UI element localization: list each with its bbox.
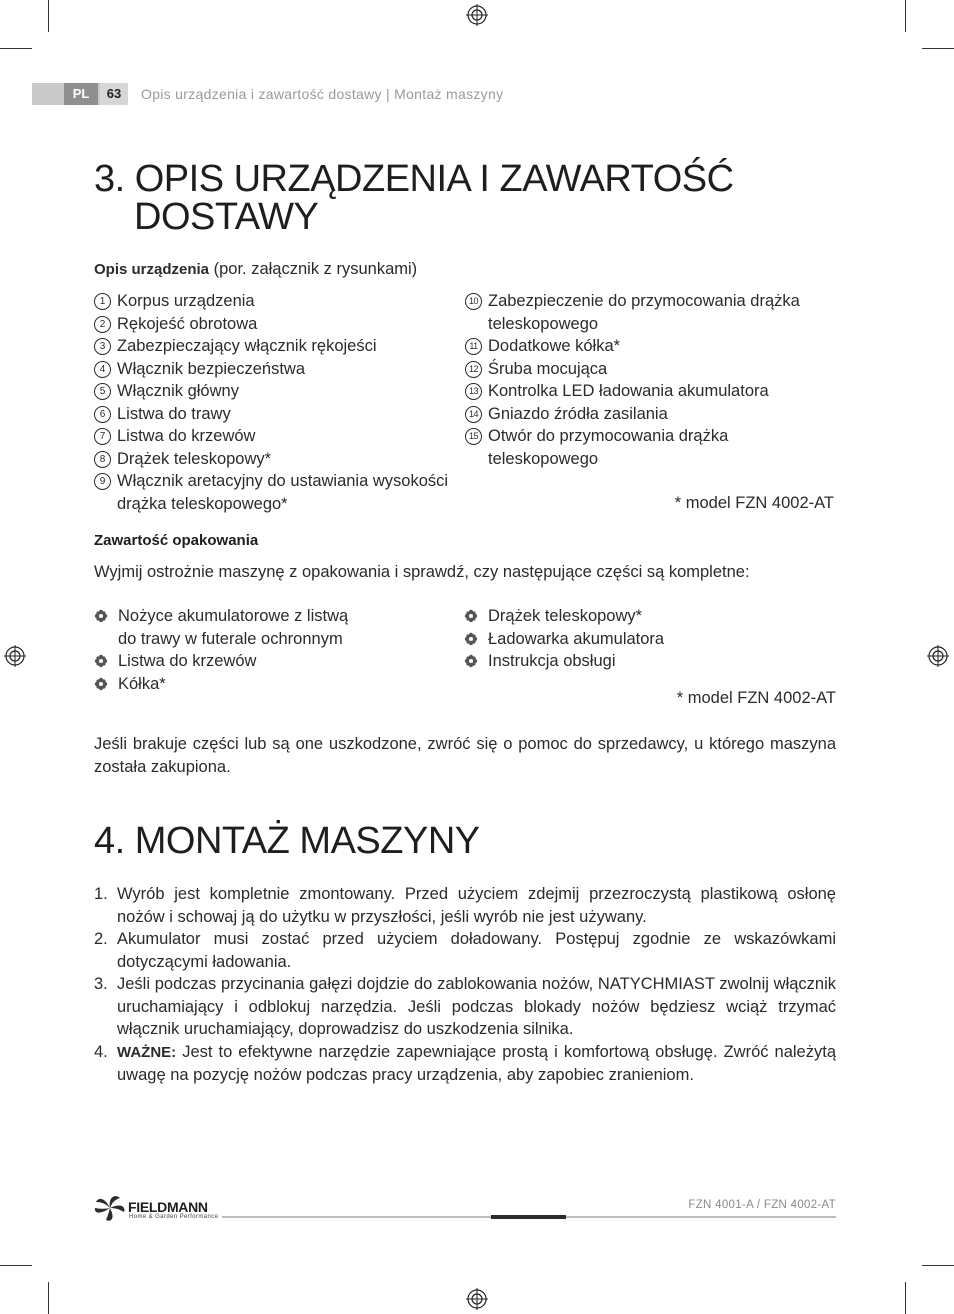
number-circle-icon: 14	[465, 406, 482, 423]
part-label: Otwór do przymocowania drążka teleskopowego	[488, 427, 729, 468]
flower-bullet-icon	[464, 654, 478, 668]
part-label: Włącznik główny	[117, 382, 239, 400]
crop-mark	[922, 48, 954, 49]
number-circle-icon: 12	[465, 361, 482, 378]
number-circle-icon: 10	[465, 293, 482, 310]
contents-item-label: Kółka*	[118, 674, 166, 693]
assembly-steps	[94, 883, 836, 1087]
part-label: Włącznik aretacyjny do ustawiania wysokości drążka teleskopowego*	[117, 472, 449, 513]
crop-mark	[0, 48, 32, 49]
number-circle-icon: 2	[94, 316, 111, 333]
number-circle-icon: 4	[94, 361, 111, 378]
list-item	[94, 290, 466, 313]
device-description-label: Opis urządzenia	[94, 261, 210, 278]
list-item	[465, 425, 815, 470]
parts-list-right	[465, 290, 815, 470]
list-item	[464, 605, 764, 628]
step-text: Jeśli podczas przycinania gałęzi dojdzie do zablokowania nożów, NATYCHMIAST zwolnij włącznik uruchamiający i odblokuj narzędzia. Jeśli podczas blokady nożów będziesz wciąż trzymać włącznik uruchamiający, doprowadzisz do uszkodzenia silnika.	[117, 975, 836, 1038]
device-description-caption	[94, 258, 417, 282]
parts-list-left	[94, 290, 466, 515]
number-circle-icon: 3	[94, 338, 111, 355]
step-text: Wyrób jest kompletnie zmontowany. Przed użyciem zdejmij przezroczystą plastikową osłonę nożów i schowaj ją do użytku w przyszłości, jeśli wyrób nie jest używany.	[117, 885, 836, 926]
package-contents-intro: Wyjmij ostrożnie maszynę z opakowania i sprawdź, czy następujące części są kompletne:	[94, 563, 750, 581]
number-circle-icon: 9	[94, 473, 111, 490]
list-item	[94, 1041, 836, 1087]
part-label: Śruba mocująca	[488, 359, 608, 378]
flower-bullet-icon	[94, 654, 108, 668]
number-circle-icon: 15	[465, 428, 482, 445]
number-circle-icon: 1	[94, 293, 111, 310]
footer-model-number: FZN 4001-A / FZN 4002-AT	[688, 1199, 836, 1211]
registration-mark-icon	[4, 645, 26, 667]
list-item	[94, 928, 836, 973]
list-item	[94, 973, 836, 1041]
fieldmann-logo-icon	[94, 1194, 126, 1222]
flower-bullet-icon	[94, 609, 108, 623]
flower-bullet-icon	[464, 632, 478, 646]
step-number: 1.	[94, 885, 108, 903]
list-item	[465, 290, 815, 335]
part-label: Zabezpieczający włącznik rękojeści	[117, 337, 377, 355]
list-item	[464, 650, 764, 673]
contents-list-left	[94, 605, 394, 695]
list-item	[94, 425, 466, 448]
list-item	[94, 448, 466, 471]
number-circle-icon: 8	[94, 451, 111, 468]
list-item	[94, 313, 466, 336]
list-item	[465, 380, 815, 403]
flower-bullet-icon	[94, 677, 108, 691]
model-footnote: * model FZN 4002-AT	[676, 689, 836, 707]
list-item	[94, 358, 466, 381]
list-item	[464, 628, 764, 651]
part-label: Włącznik bezpieczeństwa	[117, 359, 305, 378]
part-label: Kontrolka LED ładowania akumulatora	[488, 382, 769, 400]
section-3-heading-line2: DOSTAWY	[134, 196, 319, 238]
step-text: Jest to efektywne narzędzie zapewniające prostą i komfortową obsługę. Zwróć należytą uwagę na pozycję nożów podczas pracy urządzenia, aby zapobiec zranieniom.	[117, 1042, 836, 1084]
crop-mark	[48, 0, 49, 32]
step-text: Akumulator musi zostać przed użyciem doładowany. Postępuj zgodnie ze wskazówkami dotyczącymi ładowania.	[117, 930, 836, 971]
section-4-heading	[94, 822, 480, 860]
contents-item-label: Drążek teleskopowy*	[488, 607, 643, 625]
section-3-heading-line1: 3. OPIS URZĄDZENIA I ZAWARTOŚĆ	[94, 158, 734, 200]
step-number: 2.	[94, 930, 108, 948]
registration-mark-icon	[927, 645, 949, 667]
number-circle-icon: 7	[94, 428, 111, 445]
step-number: 4.	[94, 1042, 108, 1061]
number-circle-icon: 5	[94, 383, 111, 400]
crop-mark	[905, 1282, 906, 1314]
contents-list-right	[464, 605, 764, 673]
part-label: Dodatkowe kółka*	[488, 337, 621, 355]
crop-mark	[48, 1282, 49, 1314]
registration-mark-icon	[466, 4, 488, 26]
language-badge: PL	[64, 83, 98, 105]
number-circle-icon: 6	[94, 406, 111, 423]
section-3-heading	[94, 160, 734, 198]
list-item	[94, 403, 466, 426]
list-item	[94, 673, 394, 696]
part-label: Drążek teleskopowy*	[117, 449, 272, 468]
model-footnote: * model FZN 4002-AT	[674, 494, 834, 512]
list-item	[465, 358, 815, 381]
page-number: 63	[100, 83, 128, 105]
crop-mark	[922, 1265, 954, 1266]
list-item	[94, 335, 466, 358]
part-label: Gniazdo źródła zasilania	[488, 404, 668, 423]
number-circle-icon: 11	[465, 338, 482, 355]
registration-mark-icon	[466, 1288, 488, 1310]
step-number: 3.	[94, 975, 108, 993]
list-item	[94, 883, 836, 928]
brand-tagline: Home & Garden Performance	[129, 1214, 219, 1220]
list-item	[94, 650, 394, 673]
part-label: Zabezpieczenie do przymocowania drążka teleskopowego	[488, 292, 800, 333]
part-label: Rękojeść obrotowa	[117, 314, 258, 333]
device-description-note: (por. załącznik z rysunkami)	[209, 260, 418, 278]
brand-name: FIELDMANN	[128, 1199, 208, 1215]
crop-mark	[905, 0, 906, 32]
list-item	[465, 403, 815, 426]
contents-item-label: Ładowarka akumulatora	[488, 629, 665, 648]
contents-item-label: Nożyce akumulatorowe z listwą do trawy w futerale ochronnym	[118, 607, 349, 648]
list-item	[94, 470, 466, 515]
part-label: Listwa do trawy	[117, 404, 231, 423]
section-4-heading-text: 4. MONTAŻ MASZYNY	[94, 820, 480, 862]
missing-parts-note: Jeśli brakuje części lub są one uszkodzone, zwróć się o pomoc do sprzedawcy, u którego maszyna została zakupiona.	[94, 735, 836, 776]
package-contents-heading: Zawartość opakowania	[94, 532, 259, 549]
list-item	[94, 380, 466, 403]
flower-bullet-icon	[464, 609, 478, 623]
list-item	[94, 605, 394, 650]
list-item	[465, 335, 815, 358]
number-circle-icon: 13	[465, 383, 482, 400]
part-label: Korpus urządzenia	[117, 292, 255, 310]
footer-rule-accent	[491, 1215, 566, 1219]
contents-item-label: Instrukcja obsługi	[488, 652, 616, 670]
running-header-title: Opis urządzenia i zawartość dostawy | Montaż maszyny	[141, 86, 504, 102]
section-3-heading-continued	[134, 198, 318, 236]
contents-item-label: Listwa do krzewów	[118, 652, 257, 670]
crop-mark	[0, 1265, 32, 1266]
part-label: Listwa do krzewów	[117, 427, 256, 445]
step-emphasis: WAŻNE:	[117, 1043, 177, 1061]
